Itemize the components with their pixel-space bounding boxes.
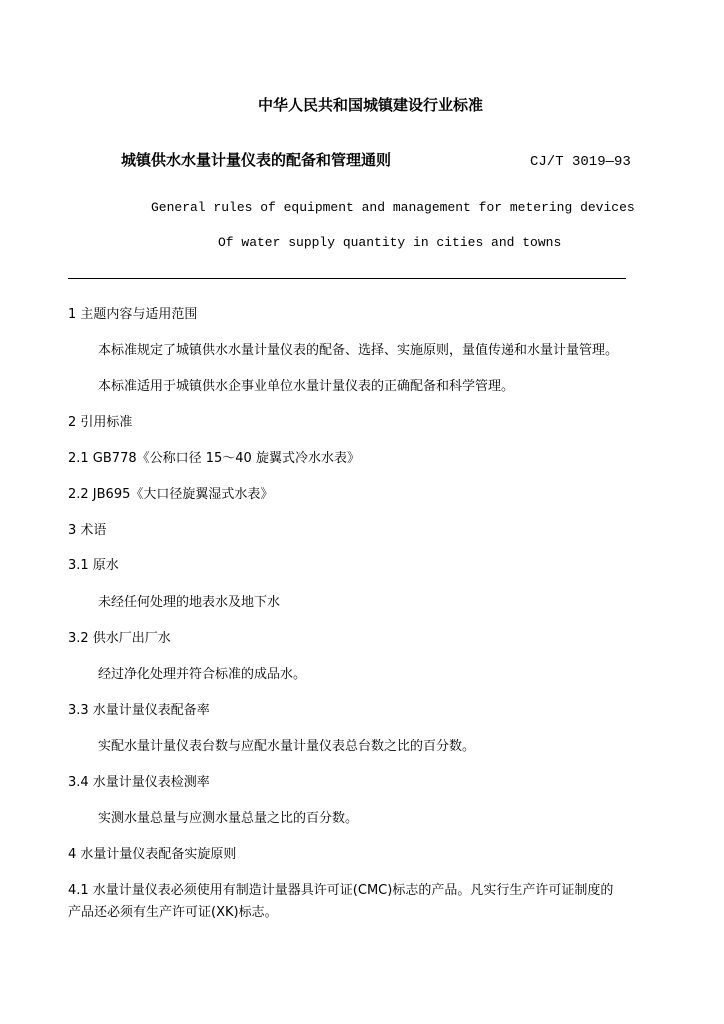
section-3-4-heading: 3.4 水量计量仪表检测率 bbox=[68, 775, 210, 790]
section-4-1-line-2: 产品还必须有生产许可证(XK)标志。 bbox=[68, 905, 278, 920]
english-title-line-1: General rules of equipment and management for metering devices bbox=[151, 200, 635, 215]
section-3-3-heading: 3.3 水量计量仪表配备率 bbox=[68, 703, 210, 718]
section-1-paragraph-2: 本标准适用于城镇供水企事业单位水量计量仪表的正确配备和科学管理。 bbox=[98, 379, 515, 394]
header-divider bbox=[68, 278, 626, 279]
section-3-heading: 3 术语 bbox=[68, 523, 107, 538]
english-title-line-2: Of water supply quantity in cities and towns bbox=[218, 235, 562, 250]
section-2-1: 2.1 GB778《公称口径 15～40 旋翼式冷水水表》 bbox=[68, 451, 360, 466]
section-3-4-text: 实测水量总量与应测水量总量之比的百分数。 bbox=[98, 811, 359, 826]
standard-code: CJ/T 3019—93 bbox=[530, 154, 631, 170]
section-1-heading: 1 主题内容与适用范围 bbox=[68, 307, 198, 322]
section-3-3-text: 实配水量计量仪表台数与应配水量计量仪表总台数之比的百分数。 bbox=[98, 739, 476, 754]
standard-subtitle: 城镇供水水量计量仪表的配备和管理通则 bbox=[121, 151, 392, 169]
section-3-2-text: 经过净化处理并符合标准的成品水。 bbox=[98, 667, 307, 682]
section-4-heading: 4 水量计量仪表配备实旋原则 bbox=[68, 847, 237, 862]
section-1-paragraph-1: 本标准规定了城镇供水水量计量仪表的配备、选择、实施原则，量值传递和水量计量管理。 bbox=[98, 343, 619, 358]
section-2-heading: 2 引用标准 bbox=[68, 415, 133, 430]
section-4-1-line-1: 4.1 水量计量仪表必须使用有制造计量器具许可证(CMC)标志的产品。凡实行生产许可证制度的 bbox=[68, 883, 614, 898]
section-2-2: 2.2 JB695《大口径旋翼湿式水表》 bbox=[68, 487, 274, 502]
standard-title: 中华人民共和国城镇建设行业标准 bbox=[258, 96, 484, 114]
section-3-2-heading: 3.2 供水厂出厂水 bbox=[68, 631, 171, 646]
section-3-1-heading: 3.1 原水 bbox=[68, 558, 119, 573]
section-3-1-text: 未经任何处理的地表水及地下水 bbox=[98, 595, 281, 610]
